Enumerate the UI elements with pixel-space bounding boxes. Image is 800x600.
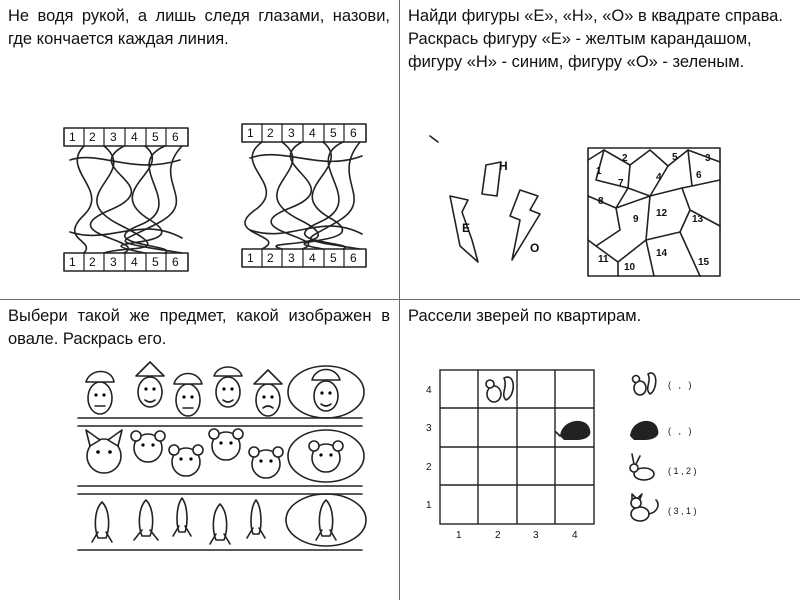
legend-cat-icon [631, 494, 658, 521]
tangled-lines-figure [0, 0, 400, 300]
row-animal-faces [78, 426, 364, 486]
legend-squirrel-coords: ( , ) [668, 380, 692, 390]
bear-face-icon [209, 429, 243, 460]
maze-right-top-label-3: 3 [288, 126, 295, 140]
squirrel-icon [486, 377, 513, 402]
puzzle-number-1: 1 [596, 166, 602, 177]
maze-left-top-strip [64, 128, 188, 146]
bear-face-icon [249, 447, 283, 478]
puzzle-number-10: 10 [624, 262, 636, 273]
maze-right-top-label-6: 6 [350, 126, 357, 140]
maze-left-bottom-strip [64, 253, 188, 271]
maze-left-bottom-label-4: 4 [131, 255, 138, 269]
puzzle-number-14: 14 [656, 248, 668, 259]
shape-label-h: Н [499, 159, 508, 173]
legend-rabbit-icon [630, 454, 654, 480]
col-label-4: 4 [572, 530, 578, 541]
legend-cat-coords: ( 3 , 1 ) [668, 506, 697, 516]
puzzle-number-2: 2 [622, 153, 628, 164]
shape-label-o: О [530, 241, 540, 255]
maze-left-top-label-3: 3 [110, 130, 117, 144]
match-objects-figure [0, 300, 400, 600]
puzzle-number-15: 15 [698, 257, 710, 268]
maze-right-top-label-2: 2 [267, 126, 274, 140]
maze-right-bottom-label-4: 4 [309, 251, 316, 265]
maze-right-bottom-label-3: 3 [288, 251, 295, 265]
maze-left-top-label-2: 2 [89, 130, 96, 144]
puzzle-number-13: 13 [692, 214, 704, 225]
row-label-4: 4 [426, 385, 432, 396]
animal-grid-figure [400, 300, 800, 600]
puzzle-number-8: 8 [598, 196, 604, 207]
puzzle-number-11: 11 [598, 254, 609, 265]
maze-left-bottom-label-3: 3 [110, 255, 117, 269]
task-panel-match [0, 300, 400, 600]
rocket-icon [210, 504, 230, 544]
task-text-shapes: Найди фигуры «Е», «Н», «О» в квадрате справа. Раскрась фигуру «Е» - желтым карандашом, фигуру «Н» - синим, фигуру «О» - зеленым. [408, 7, 783, 71]
task-text-match: Выбери такой же предмет, какой изображен в овале. Раскрась его. [8, 307, 390, 348]
rocket-icon [173, 498, 191, 536]
coordinate-grid [440, 370, 594, 524]
task-panel-shapes [400, 0, 800, 300]
face-hat-icon [136, 362, 164, 407]
rocket-icon [247, 500, 265, 538]
puzzle-number-12: 12 [656, 208, 668, 219]
rocket-icon [316, 500, 336, 540]
maze-right-top-strip [242, 124, 366, 142]
bear-face-icon [309, 441, 343, 472]
puzzle-square [588, 148, 720, 276]
maze-right-top-label-1: 1 [247, 126, 254, 140]
col-label-1: 1 [456, 530, 462, 541]
hedgehog-icon [556, 421, 590, 440]
face-hat-icon [312, 370, 340, 412]
puzzle-number-9: 9 [633, 214, 639, 225]
task-text-lines: Не водя рукой, а лишь следя глазами, назови, где кончается каждая линия. [8, 7, 390, 48]
maze-left-bottom-label-5: 5 [152, 255, 159, 269]
face-hat-icon [214, 367, 242, 407]
col-label-3: 3 [533, 530, 539, 541]
maze-right-top-label-4: 4 [309, 126, 316, 140]
rocket-icon [134, 500, 158, 540]
shape-label-e: Е [462, 221, 471, 235]
row-label-3: 3 [426, 423, 432, 434]
maze-right-bottom-label-2: 2 [267, 251, 274, 265]
face-hat-icon [254, 370, 282, 416]
legend-hedgehog-coords: ( , ) [668, 426, 692, 436]
maze-left-top-label-6: 6 [172, 130, 179, 144]
face-hat-icon [174, 374, 202, 417]
cat-face-icon [86, 430, 122, 473]
maze-left-top-label-4: 4 [131, 130, 138, 144]
maze-left-bottom-label-1: 1 [69, 255, 76, 269]
maze-left-top-label-1: 1 [69, 130, 76, 144]
legend-hedgehog-icon [630, 421, 658, 440]
puzzle-number-4: 4 [656, 172, 662, 183]
task-panel-lines [0, 0, 400, 300]
maze-left-bottom-label-6: 6 [172, 255, 179, 269]
row-label-2: 2 [426, 462, 432, 473]
maze-left-top-label-5: 5 [152, 130, 159, 144]
bear-face-icon [131, 431, 165, 462]
puzzle-number-6: 6 [696, 170, 702, 181]
legend-rabbit-coords: ( 1 , 2 ) [668, 466, 697, 476]
puzzle-number-7: 7 [618, 178, 624, 189]
row-label-1: 1 [426, 500, 432, 511]
puzzle-number-5: 5 [672, 152, 678, 163]
col-label-2: 2 [495, 530, 501, 541]
task-panel-grid [400, 300, 800, 600]
maze-left [64, 128, 188, 271]
maze-right-bottom-label-6: 6 [350, 251, 357, 265]
face-hat-icon [86, 372, 114, 415]
tick-mark [430, 136, 438, 142]
maze-right [242, 124, 366, 267]
maze-left-bottom-label-2: 2 [89, 255, 96, 269]
legend-squirrel-icon [633, 373, 656, 395]
row-faces-with-hats [78, 362, 364, 418]
row-rockets [78, 494, 366, 550]
shapes-figure [400, 0, 800, 300]
rocket-icon [92, 502, 112, 542]
bear-face-icon [169, 445, 203, 476]
task-text-grid: Рассели зверей по квартирам. [408, 307, 642, 325]
maze-right-bottom-label-1: 1 [247, 251, 254, 265]
maze-right-bottom-label-5: 5 [330, 251, 337, 265]
puzzle-number-3: 3 [705, 153, 711, 164]
maze-right-bottom-strip [242, 249, 366, 267]
maze-right-top-label-5: 5 [330, 126, 337, 140]
